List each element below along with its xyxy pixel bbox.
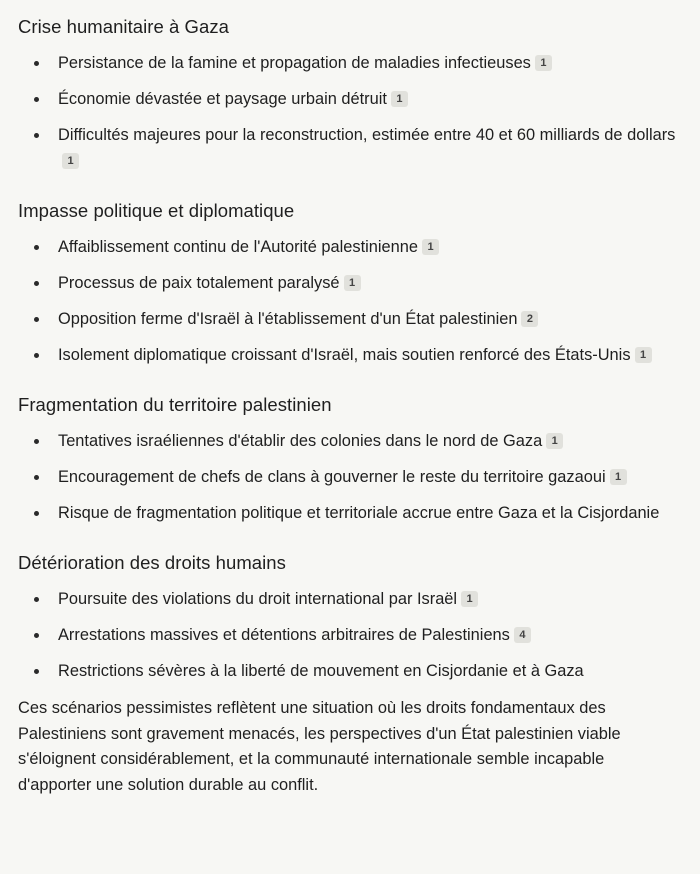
list-item-text: Risque de fragmentation politique et territoriale accrue entre Gaza et la Cisjordanie bbox=[58, 504, 660, 522]
section-territorial-fragmentation bbox=[18, 392, 682, 526]
list-item-text: Isolement diplomatique croissant d'Israël, mais soutien renforcé des États-Unis bbox=[58, 346, 631, 364]
section-title: Fragmentation du territoire palestinien bbox=[18, 394, 332, 415]
list-item bbox=[32, 464, 682, 490]
list-item-text: Processus de paix totalement paralysé bbox=[58, 274, 340, 292]
citation-badge[interactable]: 1 bbox=[391, 91, 408, 107]
list-item bbox=[32, 122, 682, 174]
section-human-rights bbox=[18, 550, 682, 684]
section-humanitarian-crisis bbox=[18, 14, 682, 174]
list-item-text: Persistance de la famine et propagation de maladies infectieuses bbox=[58, 54, 531, 72]
list-item bbox=[32, 306, 682, 332]
citation-badge[interactable]: 1 bbox=[546, 433, 563, 449]
list-item bbox=[32, 622, 682, 648]
citation-badge[interactable]: 1 bbox=[535, 55, 552, 71]
section-title: Détérioration des droits humains bbox=[18, 552, 286, 573]
list-item bbox=[32, 86, 682, 112]
list-item-text: Arrestations massives et détentions arbitraires de Palestiniens bbox=[58, 626, 510, 644]
list-item bbox=[32, 342, 682, 368]
list-item bbox=[32, 658, 682, 684]
list-item bbox=[32, 428, 682, 454]
citation-badge[interactable]: 2 bbox=[521, 311, 538, 327]
list-item bbox=[32, 50, 682, 76]
summary-paragraph: Ces scénarios pessimistes reflètent une situation où les droits fondamentaux des Palestiniens sont gravement menacés, les perspectives d'un État palestinien viable s'éloignent considérablement, et la communauté internationale semble incapable d'apporter une solution durable au conflit. bbox=[18, 699, 621, 794]
citation-badge[interactable]: 1 bbox=[635, 347, 652, 363]
list-item-text: Encouragement de chefs de clans à gouverner le reste du territoire gazaoui bbox=[58, 468, 606, 486]
list-item bbox=[32, 586, 682, 612]
list-item bbox=[32, 234, 682, 260]
section-political-impasse bbox=[18, 198, 682, 368]
list-item-text: Difficultés majeures pour la reconstruction, estimée entre 40 et 60 milliards de dollars bbox=[58, 126, 676, 144]
bullet-list bbox=[18, 586, 682, 684]
citation-badge[interactable]: 1 bbox=[461, 591, 478, 607]
list-item-text: Opposition ferme d'Israël à l'établissement d'un État palestinien bbox=[58, 310, 518, 328]
list-item-text: Restrictions sévères à la liberté de mouvement en Cisjordanie et à Gaza bbox=[58, 662, 584, 680]
bullet-list bbox=[18, 50, 682, 174]
list-item-text: Poursuite des violations du droit international par Israël bbox=[58, 590, 458, 608]
list-item bbox=[32, 270, 682, 296]
list-item-text: Tentatives israéliennes d'établir des colonies dans le nord de Gaza bbox=[58, 432, 543, 450]
bullet-list bbox=[18, 428, 682, 526]
citation-badge[interactable]: 4 bbox=[514, 627, 531, 643]
citation-badge[interactable]: 1 bbox=[610, 469, 627, 485]
list-item bbox=[32, 500, 682, 526]
list-item-text: Économie dévastée et paysage urbain détruit bbox=[58, 90, 387, 108]
citation-badge[interactable]: 1 bbox=[422, 239, 439, 255]
bullet-list bbox=[18, 234, 682, 368]
list-item-text: Affaiblissement continu de l'Autorité palestinienne bbox=[58, 238, 419, 256]
section-title: Impasse politique et diplomatique bbox=[18, 200, 295, 221]
section-title: Crise humanitaire à Gaza bbox=[18, 16, 229, 37]
citation-badge[interactable]: 1 bbox=[344, 275, 361, 291]
citation-badge[interactable]: 1 bbox=[62, 153, 79, 169]
